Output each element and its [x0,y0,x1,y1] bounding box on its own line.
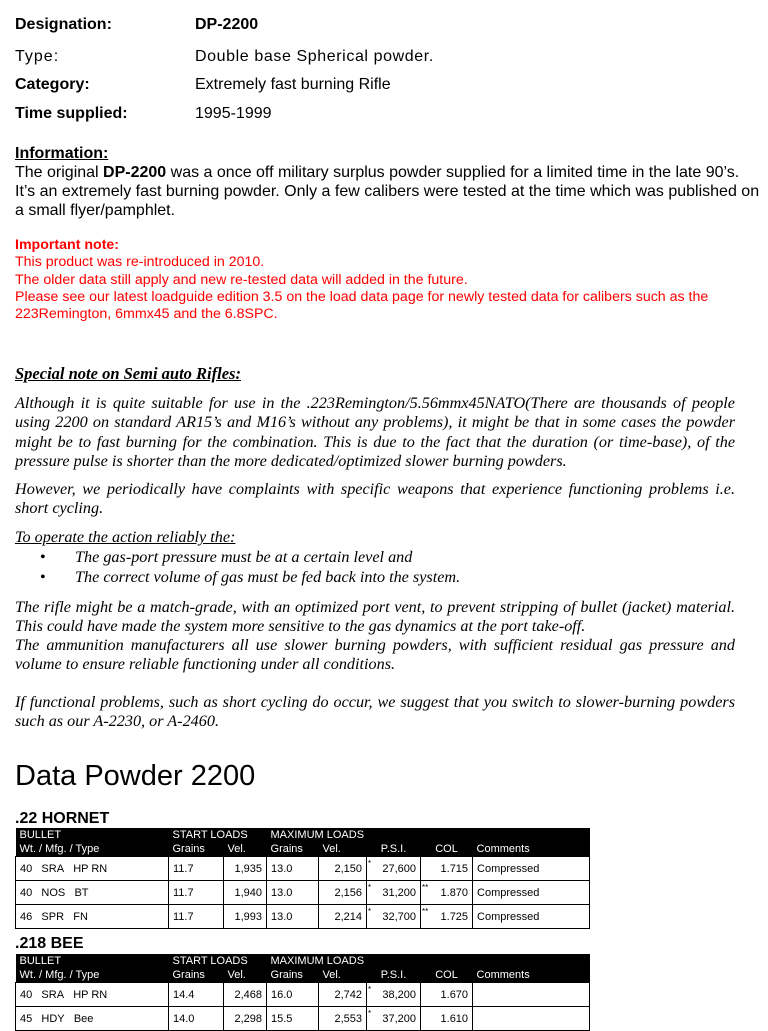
col-header-bullet: BULLET [16,954,169,968]
table-row: 40 NOS BT 11.7 1,940 13.0 2,156 * 31,200 ** 1.870 Compressed [16,881,590,905]
col-header-grains: Grains [169,842,224,857]
information-heading: Information: [15,145,109,162]
col-header-vel: Vel. [224,842,267,857]
col-header-bullet: BULLET [16,828,169,842]
bullet-icon: • [40,548,46,566]
special-note-paragraph-2: However, we periodically have complaints with specific weapons that experience functioning problems i.e. short cycling. [15,480,735,518]
col-header-start-loads: START LOADS [169,954,267,968]
caliber-title: .22 HORNET [15,810,110,827]
special-note-paragraph-1: Although it is quite suitable for use in the .223Remington/5.56mmx45NATO(There are thousands of people using 2200 on standard AR15’s and M16’s without any problems), it might be that in some cases the powder might be to fast burning for the combination. This is due to the fact that the duration (or time-base), of the pressure pulse is shorter than the more dedicated/optimized slower burning powders. [15,394,735,471]
special-note-paragraph-4: The ammunition manufacturers all use slower burning powders, with sufficient residual gas pressure and volume to ensure reliable functioning under all conditions. [15,636,735,674]
type-value: Double base Spherical powder. [195,48,434,65]
category-value: Extremely fast burning Rifle [195,76,391,93]
col-header-col: COL [421,842,473,857]
col-header-grains: Grains [267,842,319,857]
category-label: Category: [15,76,90,93]
special-note-title: Special note on Semi auto Rifles: [15,364,241,383]
col-header-grains: Grains [267,968,319,983]
col-header-psi: P.S.I. [367,842,421,857]
bullet-icon: • [40,568,46,586]
list-item: • The correct volume of gas must be fed back into the system. [40,568,461,586]
col-header-maximum-loads: MAXIMUM LOADS [267,828,375,842]
special-note-paragraph-5: If functional problems, such as short cycling do occur, we suggest that you switch to slower-burning powders such as our A-2230, or A-2460. [15,693,735,731]
load-data-table [15,954,590,1031]
table-row: 45 HDY Bee 14.0 2,298 15.5 2,553 * 37,200 1.610 [16,1007,590,1031]
col-header-psi: P.S.I. [367,968,421,983]
list-item: • The gas-port pressure must be at a certain level and [40,548,413,566]
col-header-grains: Grains [169,968,224,983]
special-note-paragraph-3: The rifle might be a match-grade, with an optimized port vent, to prevent stripping of bullet (jacket) material. This could have made the system more sensitive to the gas dynamics at the port take-off. [15,598,735,636]
important-note-line: The older data still apply and new re-tested data will added in the future. [15,271,468,288]
important-note-line: Please see our latest loadguide edition 3.5 on the load data page for newly tested data for calibers such as the 223Remington, 6mmx45 and the 6.8SPC. [15,288,709,323]
important-note-heading: Important note: [15,237,120,253]
requirements-list [40,548,460,588]
operate-heading: To operate the action reliably the: [15,528,236,546]
col-header-vel: Vel. [224,968,267,983]
col-header-comments: Comments [473,968,590,983]
important-note-line: This product was re-introduced in 2010. [15,254,265,271]
type-label: Type: [15,48,60,65]
load-data-table [15,828,590,929]
table-row: 40 SRA HP RN 14.4 2,468 16.0 2,742 * 38,200 1.670 [16,983,590,1007]
information-text: The original DP-2200 was a once off military surplus powder supplied for a limited time in the late 90’s. It’s an extremely fast burning powder. Only a few calibers were tested at the time which was published on a small flyer/pamphlet. [15,164,760,219]
data-title: Data Powder 2200 [15,760,256,792]
col-header-wt-mfg-type: Wt. / Mfg. / Type [16,968,169,983]
time-supplied-value: 1995-1999 [195,105,272,122]
caliber-title: .218 BEE [15,935,84,952]
designation-label: Designation: [15,16,112,33]
col-header-maximum-loads: MAXIMUM LOADS [267,954,375,968]
time-supplied-label: Time supplied: [15,105,128,122]
table-row: 40 SRA HP RN 11.7 1,935 13.0 2,150 * 27,600 1.715 Compressed [16,857,590,881]
information-section [15,144,760,220]
col-header-vel: Vel. [319,968,367,983]
important-note [15,237,760,323]
col-header-vel: Vel. [319,842,367,857]
col-header-col: COL [421,968,473,983]
col-header-start-loads: START LOADS [169,828,267,842]
col-header-wt-mfg-type: Wt. / Mfg. / Type [16,842,169,857]
table-row: 46 SPR FN 11.7 1,993 13.0 2,214 * 32,700 ** 1.725 Compressed [16,905,590,929]
col-header-comments: Comments [473,842,590,857]
designation-value: DP-2200 [195,16,259,33]
